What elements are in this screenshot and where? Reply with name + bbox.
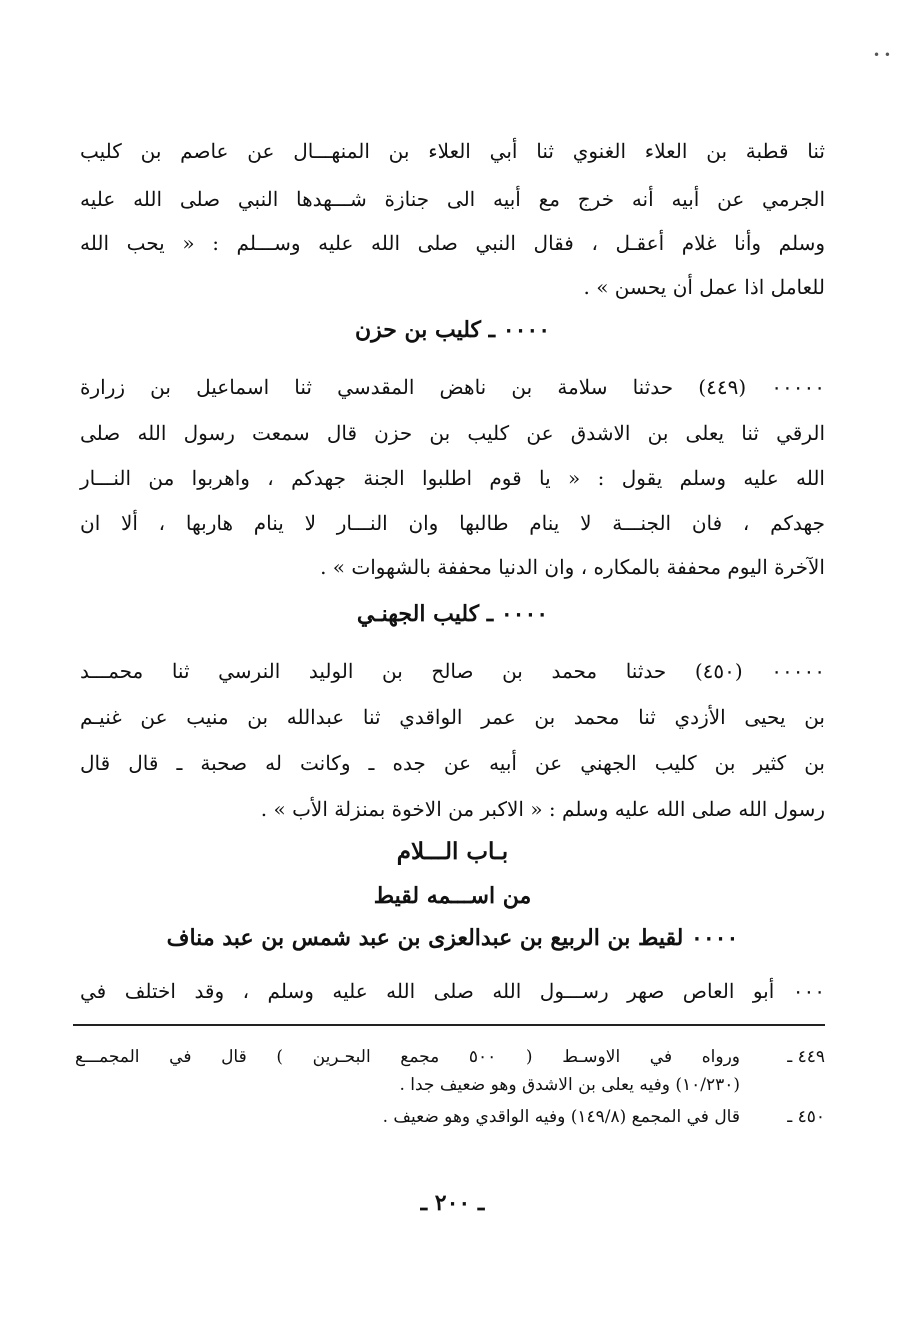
section-heading-laqit-ibn-al-rabi: ٠٠٠٠ لقيط بن الربيع بن عبدالعزى بن عبد شمس بن عبد مناف [166, 925, 739, 951]
page-number: ـ ٢٠٠ ـ [420, 1190, 485, 1216]
footnote-number-450: ٤٥٠ ـ [787, 1107, 825, 1127]
corner-mark: • • [873, 48, 891, 62]
body-line: للعامل اذا عمل أن يحسن » . [583, 275, 825, 299]
hadith-450-line: ٠٠٠٠٠ (٤٥٠) حدثنا محمد بن صالح بن الوليد النرسي ثنا محمـــد [80, 659, 825, 683]
footnote-449-line: ورواه في الاوسـط ( ٥٠٠ مجمع البحـرين ) قال في المجمـــع [75, 1047, 740, 1067]
body-line: الجرمي عن أبيه أنه خرج مع أبيه الى جنازة شـــهدها النبي صلى الله عليه [80, 187, 825, 211]
chapter-subtitle: من اســـمه لقيط [373, 883, 532, 909]
laqit-entry-line: ٠٠٠ أبو العاص صهر رســـول الله صلى الله عليه وسلم ، وقد اختلف في [80, 979, 825, 1003]
section-heading-kulaib-ibn-hazn: ٠٠٠٠ ـ كليب بن حزن [354, 317, 551, 343]
footnote-number-449: ٤٤٩ ـ [787, 1047, 825, 1067]
body-line: ثنا قطبة بن العلاء الغنوي ثنا أبي العلاء بن المنهـــال عن عاصم بن كليب [80, 139, 825, 163]
footnote-divider [73, 1024, 825, 1026]
footnote-449-line: (١٠/٢٣٠) وفيه يعلى بن الاشدق وهو ضعيف جدا . [399, 1075, 740, 1095]
hadith-449-line: الآخرة اليوم محففة بالمكاره ، وان الدنيا محففة بالشهوات » . [320, 555, 825, 579]
hadith-450-line: بن كثير بن كليب الجهني عن أبيه عن جده ـ وكانت له صحبة ـ قال قال [80, 751, 825, 775]
hadith-450-line: بن يحيى الأزدي ثنا محمد بن عمر الواقدي ثنا عبدالله بن منيب عن غنيـم [80, 705, 825, 729]
section-heading-kulaib-al-juhani: ٠٠٠٠ ـ كليب الجهنـي [356, 601, 549, 627]
hadith-449-line: ٠٠٠٠٠ (٤٤٩) حدثنا سلامة بن ناهض المقدسي ثنا اسماعيل بن زرارة [80, 375, 825, 399]
hadith-449-line: الرقي ثنا يعلى بن الاشدق عن كليب بن حزن قال سمعت رسول الله صلى [80, 421, 825, 445]
hadith-450-line: رسول الله صلى الله عليه وسلم : « الاكبر من الاخوة بمنزلة الأب » . [260, 797, 825, 821]
body-line: وسلم وأنا غلام أعقـل ، فقال النبي صلى الله عليه وســـلم : « يحب الله [80, 231, 825, 255]
hadith-449-line: الله عليه وسلم يقول : « يا قوم اطلبوا الجنة جهدكم ، واهربوا من النـــار [80, 466, 825, 490]
hadith-449-line: جهدكم ، فان الجنـــة لا ينام طالبها وان النـــار لا ينام هاربها ، ألا ان [80, 511, 825, 535]
chapter-title: بـاب الـــلام [396, 838, 509, 865]
footnote-450-line: قال في المجمع (١٤٩/٨) وفيه الواقدي وهو ضعيف . [382, 1107, 740, 1127]
